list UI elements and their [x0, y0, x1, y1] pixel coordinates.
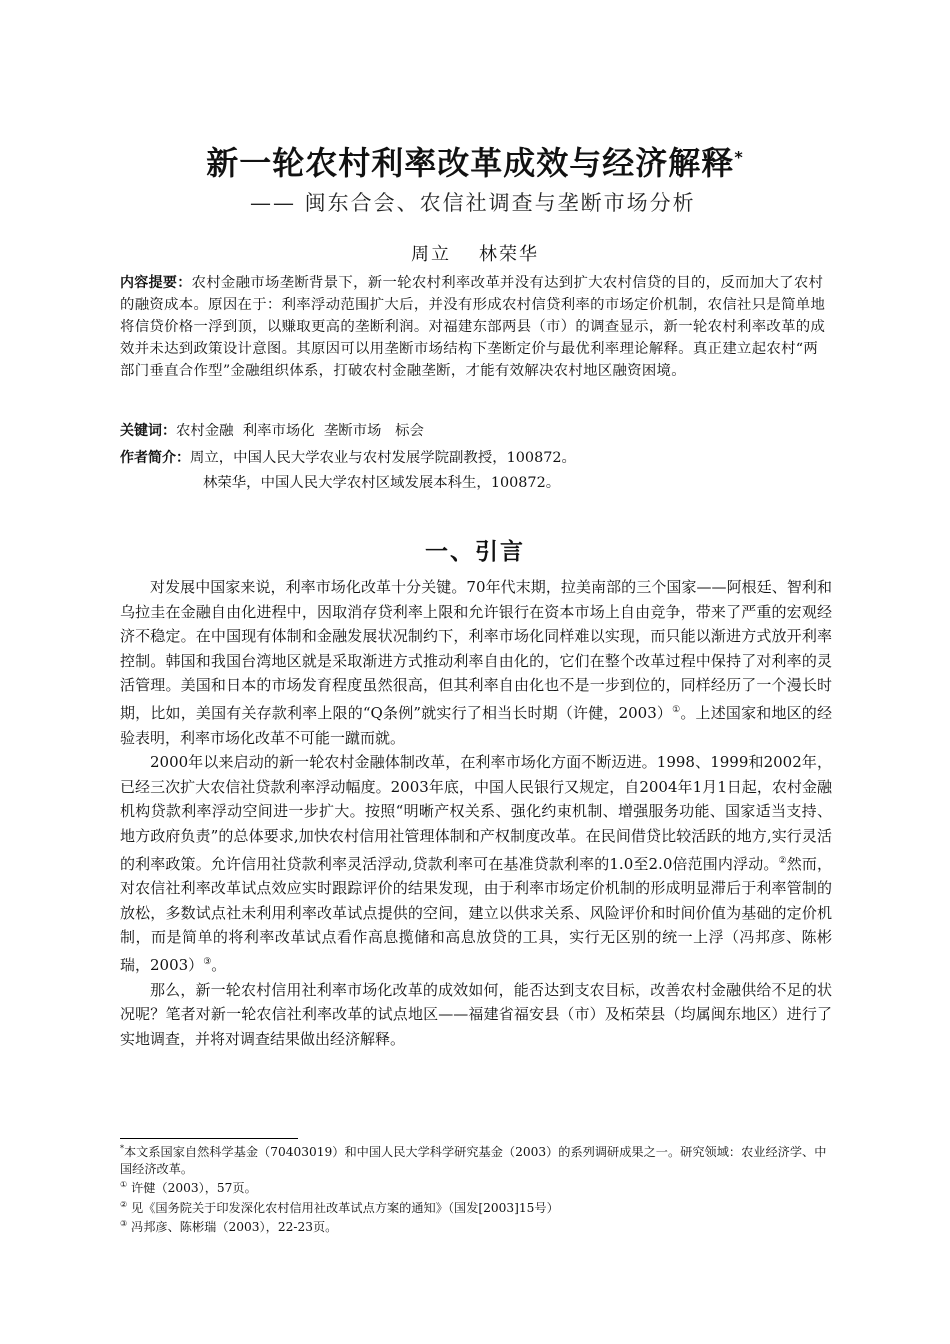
abstract-label: 内容提要：: [120, 275, 192, 291]
keywords-text: 农村金融 利率市场化 垄断市场 标会: [176, 423, 424, 439]
paper-title: [0, 138, 950, 184]
body-text: [120, 575, 832, 1051]
footnote-text: 冯邦彦、陈彬瑞（2003），22-23页。: [127, 1220, 338, 1235]
abstract: [120, 272, 832, 382]
keywords-label: 关键词：: [120, 423, 176, 439]
author-1: 周立: [411, 244, 451, 265]
paragraph: 那么，新一轮农村信用社利率市场化改革的成效如何，能否达到支农目标，改善农村金融供给不足的状况呢？笔者对新一轮农信社利率改革的试点地区——福建省福安县（市）及柘荣县（均属闽东地区）进行了实地调查，并将对调查结果做出经济解释。: [120, 980, 832, 1048]
footnote-text: 见《国务院关于印发深化农村信用社改革试点方案的通知》（国发[2003]15号）: [127, 1200, 559, 1215]
footnote: [120, 1216, 835, 1236]
author-info-label: 作者简介：: [120, 450, 190, 466]
author-names: [0, 240, 950, 266]
footnote-divider: [120, 1138, 298, 1139]
paragraph: [120, 750, 832, 977]
footnote-mark: *: [120, 1144, 124, 1153]
paper-subtitle: —— 闽东合会、农信社调查与垄断市场分析: [250, 191, 696, 215]
footnote-mark: ②: [120, 1199, 128, 1209]
abstract-text: 农村金融市场垄断背景下，新一轮农村利率改革并没有达到扩大农村信贷的目的，反而加大了农村的融资成本。原因在于：利率浮动范围扩大后，并没有形成农村信贷利率的市场定价机制，农信社只是简单地将信贷价格一浮到顶，以赚取更高的垄断利润。对福建东部两县（市）的调查显示，新一轮农村利率改革的成效并未达到政策设计意图。其原因可以用垄断市场结构下垄断定价与最优利率理论解释。真正建立起农村“两部门垂直合作型”金融组织体系，打破农村金融垄断，才能有效解决农村地区融资困境。: [120, 275, 826, 379]
author-info-line1: 周立，中国人民大学农业与农村发展学院副教授，100872。: [190, 450, 576, 466]
footnote-text: 本文系国家自然科学基金（70403019）和中国人民大学科学研究基金（2003）的系列调研成果之一。研究领域：农业经济学、中国经济改革。: [120, 1145, 827, 1176]
footnote-ref: ①: [672, 704, 681, 715]
paragraph-text: 。: [211, 955, 227, 974]
paragraph-text: 2000年以来启动的新一轮农村金融体制改革，在利率市场化方面不断迈进。1998、1999和2002年，已经三次扩大农信社贷款利率浮动幅度。2003年底，中国人民银行又规定，自2004年1月1日起，农村金融机构贷款利率浮动空间进一步扩大。按照“明晰产权关系、强化约束机制、增强服务功能、国家适当支持、地方政府负责”的总体要求,加快农村信用社管理体制和产权制度改革。在民间借贷比较活跃的地方,实行灵活的利率政策。允许信用社贷款利率灵活浮动,贷款利率可在基准贷款利率的1.0至2.0倍范围内浮动。: [120, 753, 832, 873]
paragraph-text: 对发展中国家来说，利率市场化改革十分关键。70年代末期，拉美南部的三个国家——阿根廷、智利和乌拉圭在金融自由化进程中，因取消存贷利率上限和允许银行在资本市场上自由竞争，带来了严重的宏观经济不稳定。在中国现有体制和金融发展状况制约下，利率市场化同样难以实现，而只能以渐进方式放开利率控制。韩国和我国台湾地区就是采取渐进方式推动利率自由化的，它们在整个改革过程中保持了对利率的灵活管理。美国和日本的市场发育程度虽然很高，但其利率自由化也不是一步到位的，同样经历了一个漫长时期，比如，美国有关存款利率上限的“Q条例”就实行了相当长时期（许健，2003）: [120, 578, 832, 722]
author-info: [120, 447, 576, 469]
footnotes: [120, 1141, 835, 1236]
footnote-mark: ③: [120, 1219, 128, 1229]
paragraph-text: 然而，对农信社利率改革试点效应实时跟踪评价的结果发现，由于利率市场定价机制的形成明显滞后于利率管制的放松，多数试点社未利用利率改革试点提供的空间，建立以供求关系、风险评价和时间价值为基础的定价机制，而是简单的将利率改革试点看作高息揽储和高息放贷的工具，实行无区别的统一上浮（冯邦彦、陈彬瑞，2003）: [120, 854, 832, 974]
paragraph-text: 。上述国家和地区的经验表明，利率市场化改革不可能一蹴而就。: [120, 703, 832, 747]
paragraph: [120, 575, 832, 750]
footnote-mark: ①: [120, 1180, 128, 1190]
title-footnote-mark: *: [734, 147, 744, 167]
footnote: [120, 1177, 835, 1197]
footnote: [120, 1141, 835, 1177]
footnote-ref: ②: [778, 855, 787, 866]
section-heading: 一、引言: [425, 539, 525, 565]
footnote: [120, 1197, 835, 1217]
footnote-text: 许健（2003），57页。: [127, 1181, 257, 1196]
keywords: [120, 420, 424, 442]
author-info-line2: 林荣华，中国人民大学农村区域发展本科生，100872。: [203, 475, 561, 491]
author-2: 林荣华: [479, 244, 539, 265]
title-text: 新一轮农村利率改革成效与经济解释: [206, 144, 735, 182]
footnote-ref: ③: [203, 956, 212, 967]
